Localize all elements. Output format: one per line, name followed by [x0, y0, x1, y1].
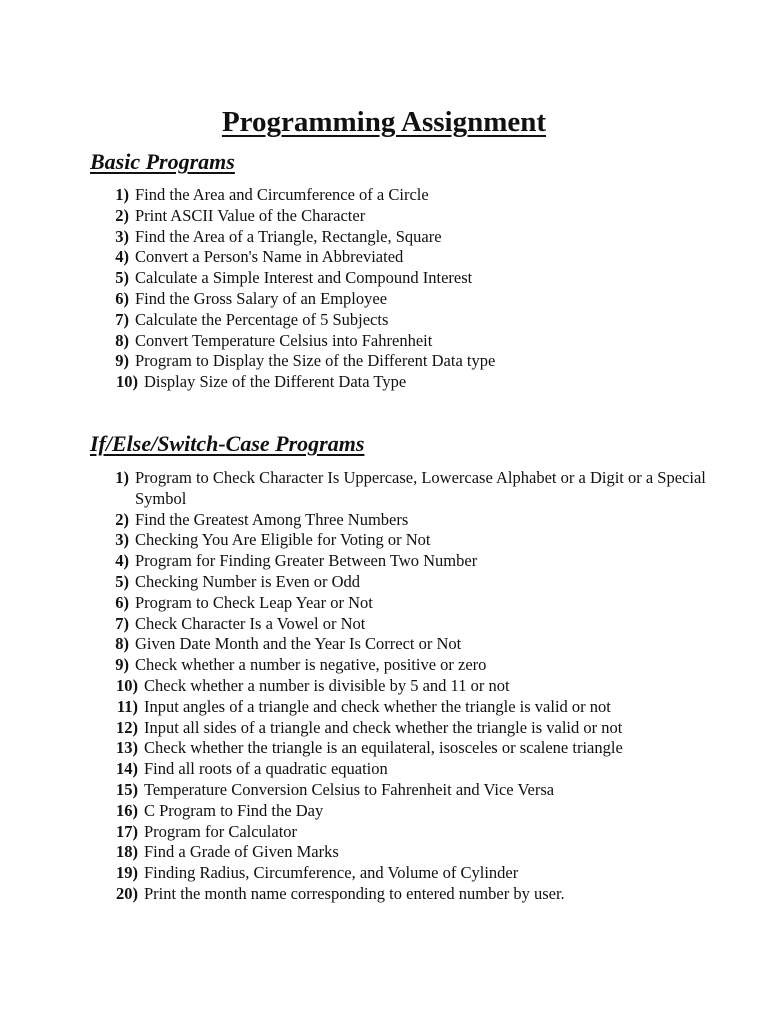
list-item-text: Temperature Conversion Celsius to Fahrenheit and Vice Versa: [144, 779, 555, 799]
list-item-text: Finding Radius, Circumference, and Volume of Cylinder: [144, 863, 519, 883]
list-item: [0, 351, 768, 372]
list-item-number: 1): [115, 468, 129, 487]
list-item: [0, 468, 768, 510]
list-item-text: Check whether the triangle is an equilateral, isosceles or scalene triangle: [144, 738, 623, 758]
list-item-text: Check Character Is a Vowel or Not: [135, 613, 366, 633]
list-item: [0, 268, 768, 289]
list-item: [0, 289, 768, 310]
list-item-number: 6): [115, 288, 129, 308]
list-item: [0, 759, 768, 780]
list-item: [0, 185, 768, 206]
list-item-number: 10): [116, 675, 138, 695]
list-item-number: 20): [116, 883, 138, 903]
list-item-text: Input all sides of a triangle and check whether the triangle is valid or not: [144, 717, 623, 737]
list-item: [0, 572, 768, 593]
basic-programs-list: [0, 185, 768, 393]
list-item-text: Find a Grade of Given Marks: [144, 842, 339, 862]
list-item-number: 8): [115, 634, 129, 654]
list-item-text: Checking Number is Even or Odd: [135, 571, 360, 591]
list-item: [0, 676, 768, 697]
list-item: [0, 551, 768, 572]
list-item-text: Find the Greatest Among Three Numbers: [135, 509, 409, 529]
list-item-number: 8): [115, 330, 129, 350]
list-item-number: 2): [115, 205, 129, 225]
list-item-text: Print ASCII Value of the Character: [135, 205, 366, 225]
list-item-number: 2): [115, 509, 129, 529]
list-item-text: Program to Check Leap Year or Not: [135, 592, 373, 612]
list-item-text: Display Size of the Different Data Type: [144, 372, 407, 392]
list-item-number: 17): [116, 821, 138, 841]
list-item-text: Calculate a Simple Interest and Compound Interest: [135, 268, 473, 288]
list-item: [0, 842, 768, 863]
list-item-number: 5): [115, 268, 129, 288]
list-item-text: Checking You Are Eligible for Voting or Not: [135, 530, 431, 550]
list-item-number: 3): [115, 530, 129, 550]
list-item-text: Calculate the Percentage of 5 Subjects: [135, 309, 389, 329]
list-item-number: 13): [116, 738, 138, 758]
list-item-number: 16): [116, 800, 138, 820]
list-item-number: 4): [115, 551, 129, 571]
list-item-text: Program for Calculator: [144, 821, 298, 841]
list-item: [0, 372, 768, 393]
list-item-number: 15): [116, 779, 138, 799]
list-item-text: Check whether a number is negative, positive or zero: [135, 655, 487, 675]
list-item: [0, 206, 768, 227]
list-item-number: 5): [115, 571, 129, 591]
list-item: [0, 655, 768, 676]
list-item-number: 4): [115, 247, 129, 267]
list-item-number: 9): [115, 655, 129, 675]
list-item-text: Convert Temperature Celsius into Fahrenheit: [135, 330, 433, 350]
list-item: [0, 863, 768, 884]
list-item-text: Check whether a number is divisible by 5 and 11 or not: [144, 675, 510, 695]
list-item: [0, 884, 768, 905]
list-item-text: Find all roots of a quadratic equation: [144, 759, 388, 779]
list-item: [0, 801, 768, 822]
list-item-number: 1): [115, 185, 129, 204]
section-heading-conditionals: If/Else/Switch-Case Programs: [90, 431, 365, 456]
list-item: [0, 822, 768, 843]
list-item: [0, 310, 768, 331]
list-item: [0, 247, 768, 268]
list-item-text: Find the Area of a Triangle, Rectangle, Square: [135, 226, 442, 246]
list-item: [0, 227, 768, 248]
list-item: [0, 331, 768, 352]
conditional-programs-list: [0, 468, 768, 905]
list-item-text: Program to Display the Size of the Different Data type: [135, 351, 496, 371]
list-item-number: 6): [115, 592, 129, 612]
page-title: [0, 104, 768, 140]
list-item-text: Convert a Person's Name in Abbreviated: [135, 247, 404, 267]
list-item-number: 10): [116, 372, 138, 392]
list-item-number: 12): [116, 717, 138, 737]
list-item: [0, 718, 768, 739]
list-item-number: 7): [115, 309, 129, 329]
list-item-text: Print the month name corresponding to entered number by user.: [144, 883, 565, 903]
list-item: [0, 530, 768, 551]
list-item: [0, 697, 768, 718]
list-item-number: 11): [116, 696, 138, 716]
list-item-number: 9): [115, 351, 129, 371]
list-item: [0, 780, 768, 801]
list-item-text: Given Date Month and the Year Is Correct or Not: [135, 634, 462, 654]
list-item: [0, 738, 768, 759]
list-item-text: Program to Check Character Is Uppercase, Lowercase Alphabet or a Digit or a Special Symbol: [135, 468, 706, 508]
section-heading-basic: Basic Programs: [90, 149, 235, 174]
list-item-number: 7): [115, 613, 129, 633]
list-item: [0, 510, 768, 531]
list-item-text: C Program to Find the Day: [144, 800, 324, 820]
list-item-number: 14): [116, 759, 138, 779]
page-title-text: Programming Assignment: [221, 106, 547, 138]
list-item-text: Find the Gross Salary of an Employee: [135, 288, 388, 308]
list-item: [0, 634, 768, 655]
list-item-text: Find the Area and Circumference of a Circle: [135, 185, 429, 204]
list-item-text: Program for Finding Greater Between Two Number: [135, 551, 478, 571]
list-item-number: 19): [116, 863, 138, 883]
list-item-number: 18): [116, 842, 138, 862]
list-item: [0, 593, 768, 614]
list-item-text: Input angles of a triangle and check whether the triangle is valid or not: [144, 696, 611, 716]
list-item: [0, 614, 768, 635]
list-item-number: 3): [115, 226, 129, 246]
